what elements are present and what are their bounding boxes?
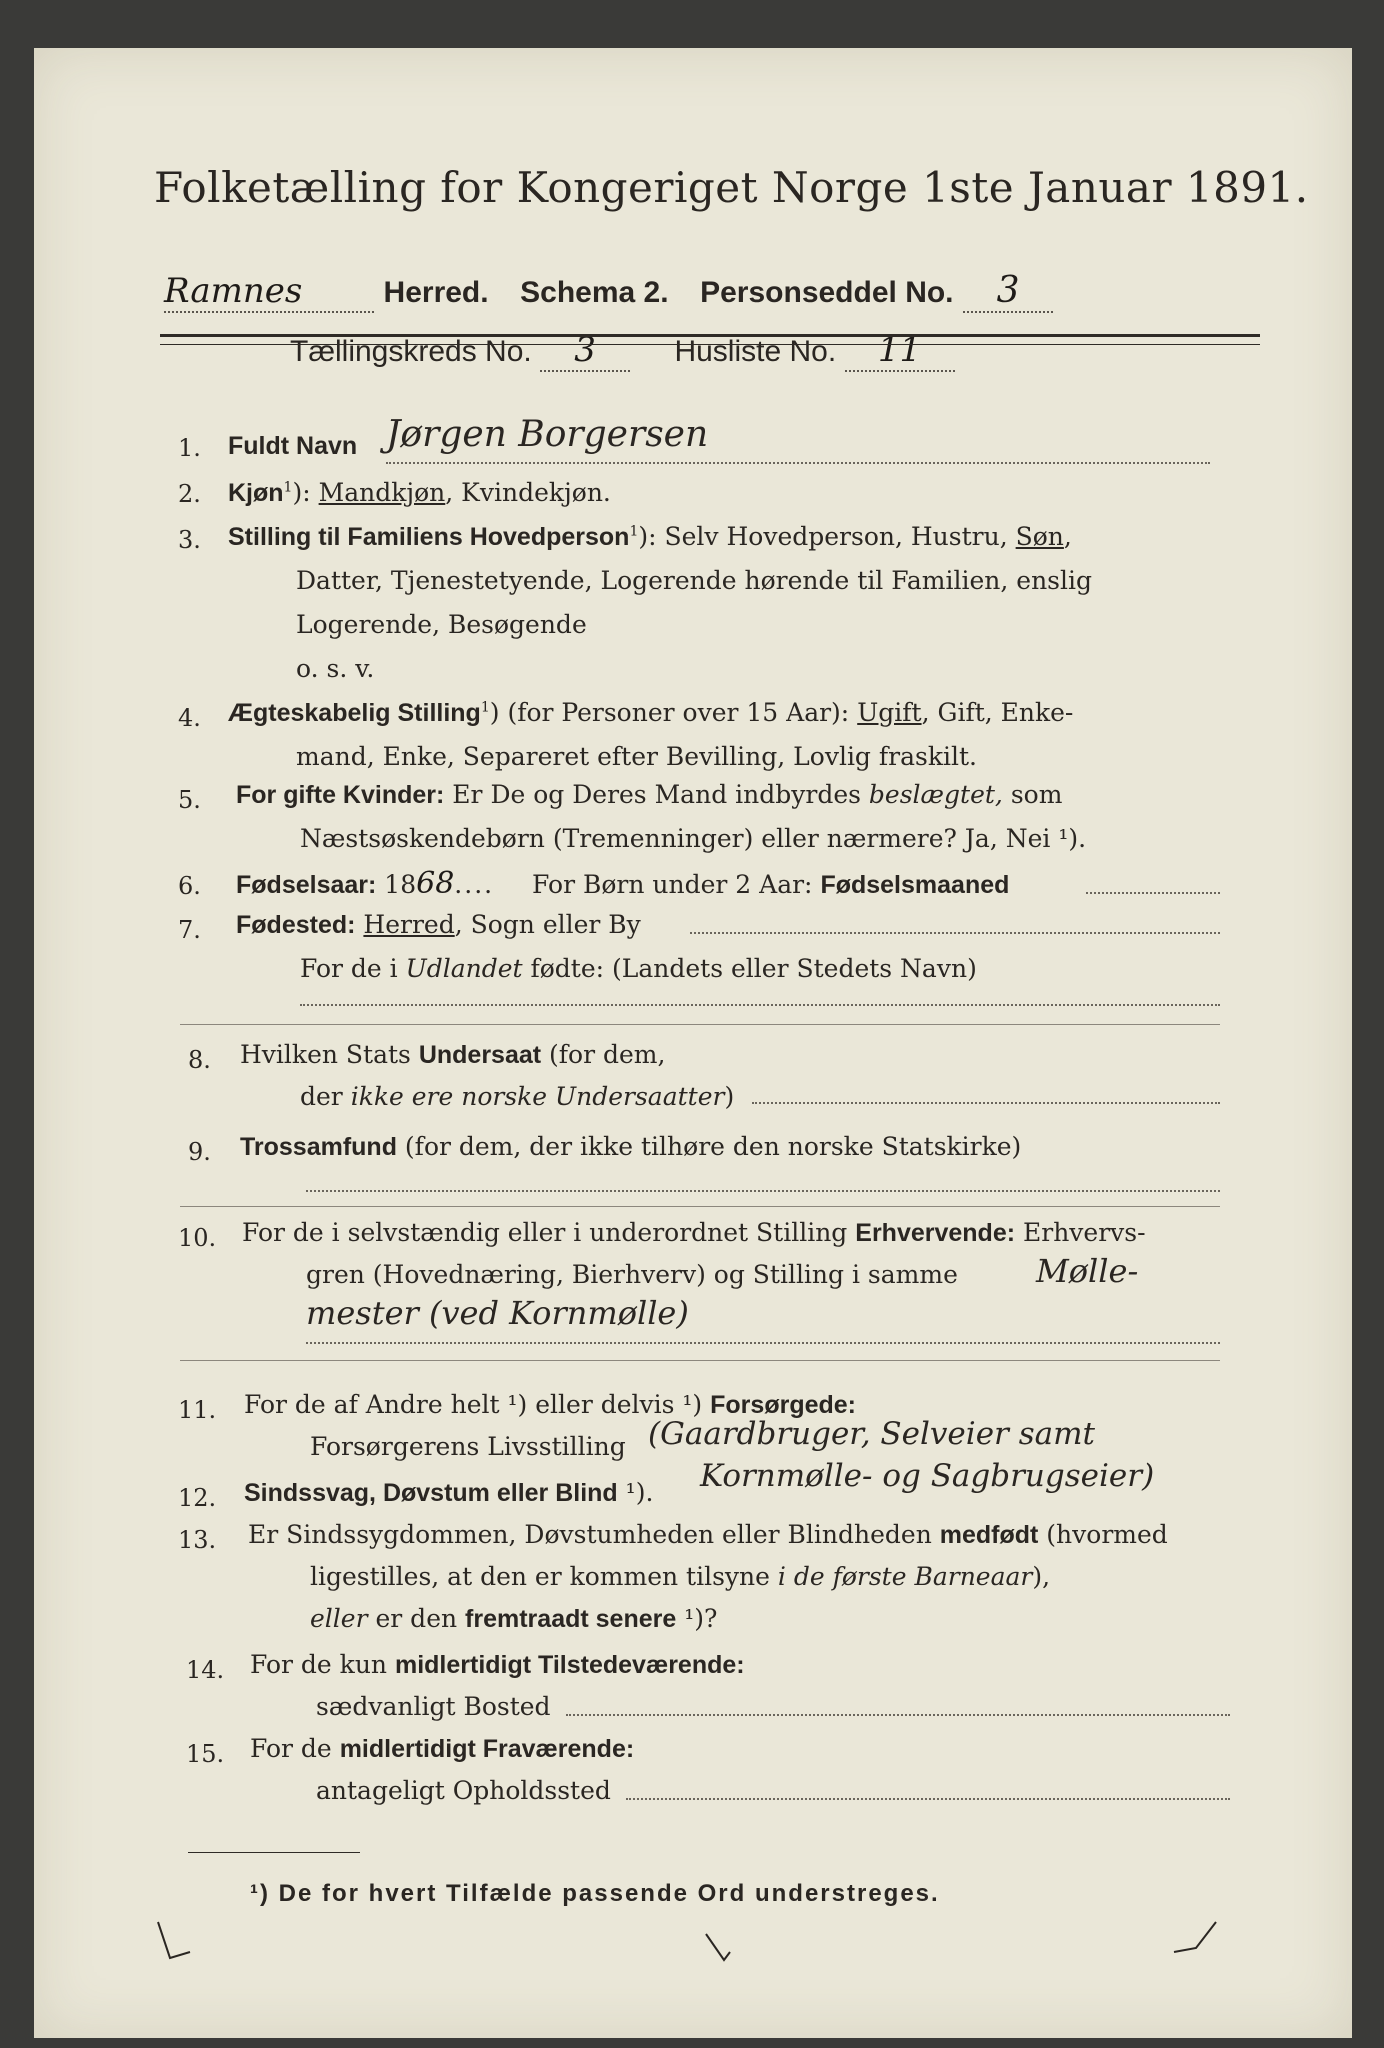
field-13-line-3 xyxy=(310,1604,717,1634)
herred-line xyxy=(164,270,1053,313)
field-2-line xyxy=(228,478,611,508)
field-7-text-2c: fødte: (Landets eller Stedets Navn) xyxy=(522,954,977,983)
field-8-undersaat: Undersaat xyxy=(418,1041,542,1069)
field-10-erhvervende: Erhvervende: xyxy=(855,1219,1016,1247)
personseddel-label: Personseddel No. xyxy=(700,276,954,309)
field-4-line-2: mand, Enke, Separeret efter Bevilling, Lovlig fraskilt. xyxy=(296,742,977,771)
field-3-line-4: o. s. v. xyxy=(296,654,375,683)
field-10-dotline xyxy=(306,1342,1220,1344)
corner-mark-center xyxy=(700,1930,740,1970)
field-12-line xyxy=(244,1478,653,1508)
field-5-text-1d: som xyxy=(1002,780,1063,809)
field-10-value-1: Mølle- xyxy=(1036,1252,1139,1290)
husliste-value: 11 xyxy=(845,330,955,372)
field-2-option-mandkjon: Mandkjøn xyxy=(318,478,446,507)
field-5-line-1 xyxy=(236,780,1062,810)
field-7-label: Fødested: xyxy=(236,911,356,939)
field-12-label: Sindssvag, Døvstum eller Blind xyxy=(244,1479,618,1507)
field-3-number: 3. xyxy=(178,526,201,554)
field-5-beslaegtet: beslægtet, xyxy=(868,780,1003,809)
field-4-text-1b: , Gift, Enke- xyxy=(921,698,1074,727)
field-1-number: 1. xyxy=(178,434,201,462)
field-6-label: Fødselsaar: xyxy=(236,871,377,899)
field-3-sup: 1 xyxy=(629,523,639,540)
separator-2 xyxy=(180,1206,1220,1207)
field-4-line-1: Ægteskabelig Stilling$^1$) (for Personer over 15 Aar): Ugift, Gift, Enke- xyxy=(228,698,1074,727)
field-5-line-2: Næstsøskendebørn (Tremenninger) eller nærmere? Ja, Nei ¹). xyxy=(300,824,1087,853)
field-4-label: Ægteskabelig Stilling xyxy=(228,699,481,727)
field-14-line-1 xyxy=(250,1650,745,1680)
field-13-text-2a: ligestilles, at den er kommen tilsyne xyxy=(310,1562,778,1591)
field-7-text-2a: For de i xyxy=(300,954,406,983)
field-15-number: 15. xyxy=(186,1740,225,1768)
field-15-fravaerende: midlertidigt Fraværende: xyxy=(339,1735,635,1763)
field-13-medfodt: medfødt xyxy=(939,1521,1039,1549)
field-10-line-1 xyxy=(242,1218,1146,1248)
footnote-text: ¹) De for hvert Tilfælde passende Ord understreges. xyxy=(250,1880,940,1907)
field-15-text-1a: For de xyxy=(250,1734,340,1763)
field-8-text-1c: (for dem, xyxy=(541,1040,666,1069)
field-13-text-3d: ¹)? xyxy=(676,1604,718,1633)
field-14-line-2: sædvanligt Bosted xyxy=(316,1692,551,1721)
field-2-label: Kjøn xyxy=(228,479,284,507)
field-11-line-2: Forsørgerens Livsstilling xyxy=(310,1432,626,1461)
field-9-dotline xyxy=(306,1190,1220,1192)
field-10-number: 10. xyxy=(178,1224,217,1252)
field-13-line-1 xyxy=(248,1520,1168,1550)
field-3-line-3: Logerende, Besøgende xyxy=(296,610,587,639)
field-2-rest: ): xyxy=(292,478,311,507)
field-9-number: 9. xyxy=(188,1138,211,1166)
field-13-line-2 xyxy=(310,1562,1050,1591)
field-7-line-1 xyxy=(236,910,641,940)
herred-value: Ramnes xyxy=(164,271,374,313)
field-10-line-2: gren (Hovednæring, Bierhverv) og Stilling i samme xyxy=(306,1260,958,1289)
header-rule xyxy=(160,334,1260,337)
schema-label: Schema 2. xyxy=(520,276,669,309)
field-2-option-kvindekjon: , Kvindekjøn. xyxy=(445,478,611,507)
field-8-dotline xyxy=(752,1102,1220,1104)
field-1-value: Jørgen Borgersen xyxy=(386,414,709,455)
field-13-number: 13. xyxy=(178,1526,217,1554)
field-14-dotline xyxy=(566,1714,1230,1716)
field-8-text-1a: Hvilken Stats xyxy=(240,1040,419,1069)
corner-mark-right xyxy=(1166,1918,1226,1958)
field-6-fodselsmaaned: Fødselsmaaned xyxy=(820,871,1010,899)
corner-mark-left xyxy=(150,1918,210,1968)
herred-label: Herred. xyxy=(383,276,489,309)
field-7-dotline xyxy=(690,932,1220,934)
field-6-dotline xyxy=(1086,892,1220,894)
field-10-text-1c: Erhvervs- xyxy=(1015,1218,1146,1247)
field-1-dotline xyxy=(386,462,1210,464)
field-13-fremtraadt: fremtraadt senere xyxy=(465,1605,677,1633)
field-11-text-1a: For de af Andre helt ¹) eller delvis ¹) xyxy=(244,1390,711,1419)
field-2-number: 2. xyxy=(178,480,201,508)
field-7-number: 7. xyxy=(178,916,201,944)
field-14-number: 14. xyxy=(186,1656,225,1684)
field-13-text-2b: i de første Barneaar xyxy=(777,1562,1033,1591)
field-12-rest: ¹). xyxy=(617,1478,654,1507)
field-6-prefix: 18 xyxy=(384,870,417,899)
field-6-text-2: For Børn under 2 Aar: xyxy=(532,870,813,899)
separator-3 xyxy=(180,1360,1220,1361)
field-13-text-1c: (hvormed xyxy=(1038,1520,1168,1549)
field-15-line-2: antageligt Opholdssted xyxy=(316,1776,611,1805)
field-5-text-1: Er De og Deres Mand indbyrdes xyxy=(444,780,869,809)
field-1-label: Fuldt Navn xyxy=(228,432,358,460)
field-6-number: 6. xyxy=(178,872,201,900)
field-8-line-1 xyxy=(240,1040,665,1070)
header-rule-thin xyxy=(160,344,1260,345)
field-13-text-1a: Er Sindssygdommen, Døvstumheden eller Blindheden xyxy=(248,1520,940,1549)
field-5-number: 5. xyxy=(178,786,201,814)
census-form-sheet xyxy=(34,48,1352,2038)
field-9-label: Trossamfund xyxy=(240,1133,397,1161)
field-4-number: 4. xyxy=(178,704,201,732)
field-13-text-3b: er den xyxy=(367,1604,466,1633)
field-5-label: For gifte Kvinder: xyxy=(236,781,445,809)
field-6-value: 68 xyxy=(416,866,455,901)
kreds-label: Tællingskreds No. xyxy=(290,335,532,368)
separator-1 xyxy=(180,1024,1220,1025)
field-7-dotline-2 xyxy=(300,1004,1220,1006)
field-8-number: 8. xyxy=(188,1046,211,1074)
field-11-value-1: (Gaardbruger, Selveier samt xyxy=(648,1416,1095,1452)
field-3-line-1: Stilling til Familiens Hovedperson$^1$): Selv Hovedperson, Hustru, Søn, xyxy=(228,522,1072,551)
husliste-label: Husliste No. xyxy=(674,335,837,368)
field-3-label: Stilling til Familiens Hovedperson xyxy=(228,523,630,551)
field-4-text-1: ) (for Personer over 15 Aar): xyxy=(489,698,850,727)
field-8-text-2b: ikke ere norske Undersaatter xyxy=(350,1082,725,1111)
field-7-option-herred: Herred xyxy=(363,910,455,939)
field-6-line: Fødselsaar: 1868.... For Børn under 2 Aar: Fødselsmaaned xyxy=(236,866,1010,901)
field-7-rest: , Sogn eller By xyxy=(454,910,641,939)
field-8-line-2 xyxy=(300,1082,734,1111)
field-8-text-2a: der xyxy=(300,1082,351,1111)
kreds-value: 3 xyxy=(540,330,630,372)
field-7-line-2 xyxy=(300,954,977,983)
field-2-sup: 1 xyxy=(283,479,293,496)
field-13-eller: eller xyxy=(310,1604,368,1633)
field-14-tilstedevaerende: midlertidigt Tilstedeværende: xyxy=(394,1651,745,1679)
field-9-rest: (for dem, der ikke tilhøre den norske Statskirke) xyxy=(396,1132,1022,1161)
personseddel-value: 3 xyxy=(963,270,1053,313)
field-3-text-1: ): Selv Hovedperson, Hustru, xyxy=(638,522,1008,551)
form-title: Folketælling for Kongeriget Norge 1ste Januar 1891. xyxy=(154,163,1309,212)
field-4-option-ugift: Ugift xyxy=(857,698,922,727)
field-10-text-1a: For de i selvstændig eller i underordnet Stilling xyxy=(242,1218,856,1247)
field-11-value-2: Kornmølle- og Sagbrugseier) xyxy=(700,1458,1155,1494)
field-10-value-2: mester (ved Kornmølle) xyxy=(306,1294,689,1332)
field-13-text-2c: ), xyxy=(1032,1562,1051,1591)
field-3-option-son: Søn xyxy=(1015,522,1064,551)
field-12-number: 12. xyxy=(178,1484,217,1512)
field-11-number: 11. xyxy=(178,1396,217,1424)
field-11-forsorgede: Forsørgede: xyxy=(710,1391,856,1419)
footnote-rule xyxy=(188,1852,360,1853)
field-15-dotline xyxy=(626,1798,1230,1800)
field-3-line-2: Datter, Tjenestetyende, Logerende hørende til Familien, enslig xyxy=(296,566,1093,595)
field-7-udlandet: Udlandet xyxy=(405,954,523,983)
field-14-text-1a: For de kun xyxy=(250,1650,395,1679)
field-15-line-1 xyxy=(250,1734,634,1764)
field-9-line xyxy=(240,1132,1021,1162)
field-8-text-2c: ) xyxy=(724,1082,735,1111)
